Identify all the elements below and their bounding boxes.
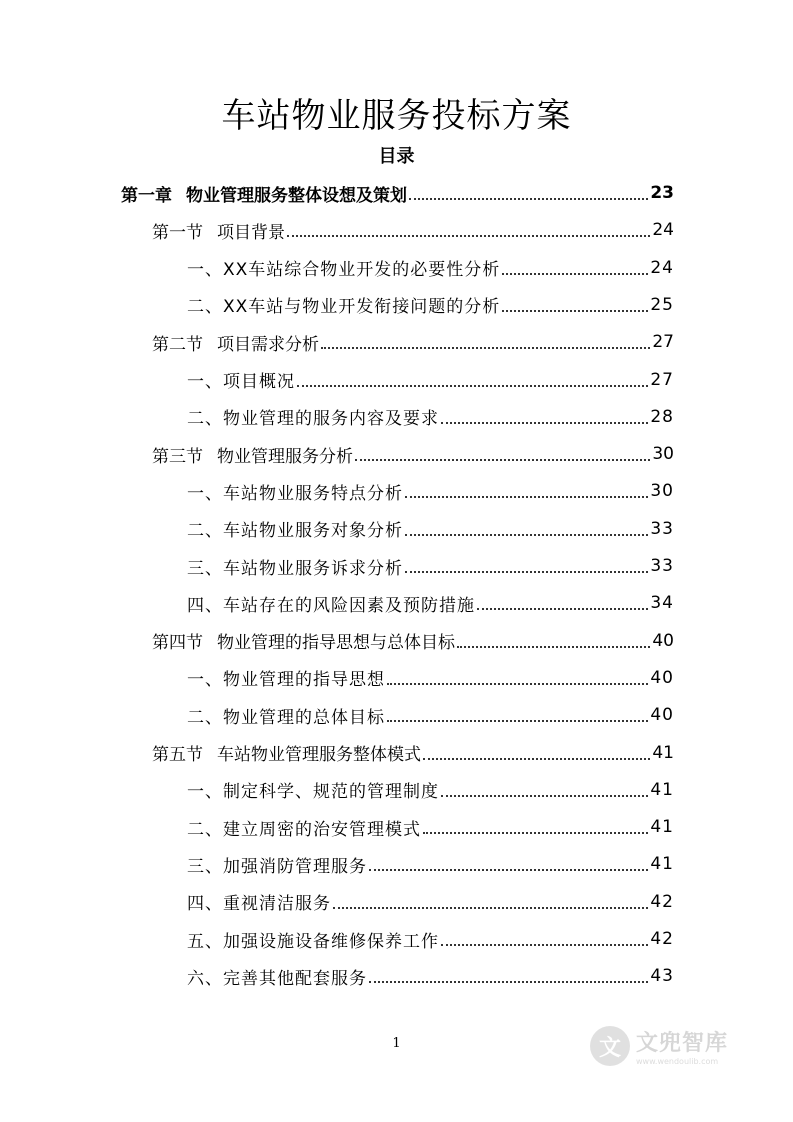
toc-entry[interactable] <box>152 437 674 471</box>
toc-leader-dots <box>423 832 648 834</box>
toc-entry[interactable] <box>187 698 674 732</box>
toc-leader-dots <box>333 907 648 909</box>
wendou-logo-icon: 文 <box>590 1026 630 1066</box>
toc-entry-label: 二、 <box>187 521 223 542</box>
toc-entry-label: 四、 <box>187 894 223 915</box>
toc-entry-page: 24 <box>652 220 674 241</box>
toc-entry-text: 项目需求分析 <box>217 334 319 355</box>
toc-entry-label: 二、 <box>187 297 223 318</box>
toc-entry-label: 三、 <box>187 856 223 877</box>
toc-entry[interactable] <box>121 176 674 210</box>
toc-entry-page: 41 <box>652 742 674 763</box>
toc-leader-dots <box>321 347 650 349</box>
toc-entry-page: 40 <box>650 705 674 726</box>
toc-entry[interactable] <box>187 885 674 919</box>
toc-entry-page: 41 <box>650 817 674 838</box>
toc-entry-page: 40 <box>650 667 674 688</box>
toc-entry-text: 车站存在的风险因素及预防措施 <box>223 595 475 616</box>
toc-entry[interactable] <box>187 549 674 583</box>
toc-entry-page: 42 <box>650 929 674 949</box>
toc-leader-dots <box>387 683 648 685</box>
toc-entry-page: 42 <box>650 891 674 912</box>
toc-leader-dots <box>477 608 648 610</box>
toc-leader-dots <box>441 944 648 946</box>
toc-leader-dots <box>287 235 650 237</box>
toc-entry-text: 车站物业服务诉求分析 <box>223 558 403 579</box>
toc-entry-label: 一、 <box>187 670 223 691</box>
toc-entry[interactable] <box>187 400 674 434</box>
toc-leader-dots <box>441 422 648 424</box>
toc-entry-label: 四、 <box>187 595 223 616</box>
toc-entry-text: XX车站与物业开发衔接问题的分析 <box>223 297 501 318</box>
toc-leader-dots <box>355 459 650 461</box>
toc-entry-text: 重视清洁服务 <box>223 894 331 915</box>
toc-entry-text: 车站物业管理服务整体模式 <box>217 745 421 765</box>
toc-leader-dots <box>502 310 648 312</box>
toc-entry[interactable] <box>187 251 674 285</box>
toc-leader-dots <box>369 869 648 871</box>
toc-leader-dots <box>369 981 648 983</box>
toc-entry-page: 41 <box>650 779 674 800</box>
toc-entry-label: 第一节 <box>152 222 203 243</box>
toc-leader-dots <box>457 646 650 648</box>
toc-entry-text: 建立周密的治安管理模式 <box>223 819 421 840</box>
watermark <box>590 1020 760 1072</box>
toc-entry-page: 23 <box>650 183 674 203</box>
toc-entry-page: 30 <box>650 481 674 502</box>
watermark-url: www.wendoulib.com <box>636 1057 719 1066</box>
toc-entry-label: 二、 <box>187 707 223 728</box>
toc-entry-text: 物业管理服务分析 <box>217 446 353 467</box>
toc-entry[interactable] <box>187 288 674 322</box>
toc-entry[interactable] <box>187 773 674 807</box>
toc-entry-page: 33 <box>650 556 674 576</box>
toc-entry[interactable] <box>152 736 674 770</box>
toc-entry-page: 41 <box>650 854 674 875</box>
toc-entry-text: 物业管理服务整体设想及策划 <box>186 185 407 206</box>
toc-entry-page: 24 <box>650 257 674 278</box>
toc-entry-page: 40 <box>652 630 674 651</box>
toc-entry-page: 25 <box>650 294 674 315</box>
toc-entry[interactable] <box>187 512 674 546</box>
toc-entry-label: 第三节 <box>152 446 203 467</box>
toc-leader-dots <box>502 273 648 275</box>
toc-entry-text: 车站物业服务对象分析 <box>223 521 403 542</box>
toc-entry-label: 三、 <box>187 558 223 579</box>
toc-entry-label: 第一章 <box>121 185 172 206</box>
toc-leader-dots <box>297 385 648 387</box>
toc-entry[interactable] <box>152 213 674 247</box>
toc-entry[interactable] <box>152 325 674 359</box>
toc-entry[interactable] <box>187 847 674 881</box>
toc-entry-page: 33 <box>650 518 674 539</box>
toc-entry-label: 二、 <box>187 819 223 840</box>
toc-entry-page: 30 <box>652 444 674 465</box>
toc-entry-label: 二、 <box>187 409 223 430</box>
toc-entry-label: 六、 <box>187 968 223 989</box>
document-title: 车站物业服务投标方案 <box>221 96 572 136</box>
toc-entry-text: 制定科学、规范的管理制度 <box>223 782 439 803</box>
watermark-brand: 文兜智库 <box>636 1031 729 1056</box>
toc-entry-page: 34 <box>650 593 674 614</box>
toc-entry-text: 车站物业服务特点分析 <box>223 483 403 504</box>
toc-entry[interactable] <box>152 624 674 658</box>
toc-entry-text: XX车站综合物业开发的必要性分析 <box>223 260 501 281</box>
toc-entry-page: 43 <box>650 966 674 987</box>
toc-entry-text: 物业管理的服务内容及要求 <box>223 409 439 430</box>
toc-entry[interactable] <box>187 922 674 956</box>
toc-leader-dots <box>441 795 648 797</box>
toc-entry-label: 一、 <box>187 483 223 504</box>
toc-entry-label: 第五节 <box>152 745 203 765</box>
toc-entry-text: 物业管理的指导思想与总体目标 <box>217 633 455 654</box>
toc-entry-label: 一、 <box>187 260 223 281</box>
toc-entry[interactable] <box>187 363 674 397</box>
toc-heading: 目录 <box>378 146 415 167</box>
toc-entry-text: 加强设施设备维修保养工作 <box>223 931 439 952</box>
toc-entry-label: 一、 <box>187 782 223 803</box>
toc-entry-text: 加强消防管理服务 <box>223 856 367 877</box>
toc-entry-page: 27 <box>652 332 674 353</box>
toc-entry-text: 项目背景 <box>217 222 285 243</box>
toc-entry[interactable] <box>187 586 674 620</box>
toc-entry-label: 五、 <box>187 931 223 952</box>
toc-entry-label: 第二节 <box>152 334 203 355</box>
toc-entry[interactable] <box>187 474 674 508</box>
toc-entry-page: 28 <box>650 406 674 427</box>
toc-leader-dots <box>405 571 648 573</box>
toc-entry-label: 第四节 <box>152 633 203 654</box>
toc-entry-text: 物业管理的总体目标 <box>223 707 385 728</box>
toc-entry-text: 物业管理的指导思想 <box>223 670 385 691</box>
toc-leader-dots <box>405 496 648 498</box>
toc-leader-dots <box>409 198 648 200</box>
toc-entry-text: 项目概况 <box>223 372 295 392</box>
toc-entry[interactable] <box>187 810 674 844</box>
toc-entry-label: 一、 <box>187 372 223 392</box>
toc-leader-dots <box>405 534 648 536</box>
page-number: 1 <box>392 1036 401 1051</box>
toc-entry-text: 完善其他配套服务 <box>223 968 367 989</box>
toc-leader-dots <box>423 758 650 760</box>
toc-entry[interactable] <box>187 661 674 695</box>
toc-entry-page: 27 <box>650 369 674 390</box>
toc-leader-dots <box>387 720 648 722</box>
toc-entry[interactable] <box>187 959 674 993</box>
